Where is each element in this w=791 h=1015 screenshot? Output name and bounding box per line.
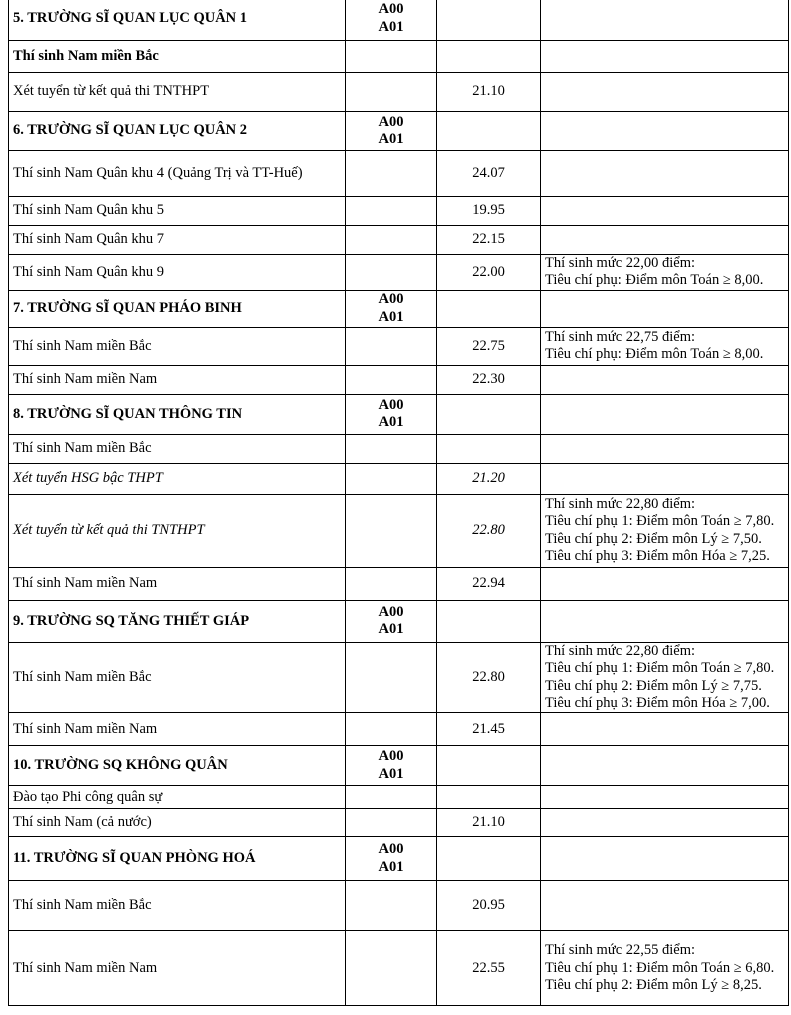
benchmark-score [437,434,541,463]
school-name: 10. TRƯỜNG SQ KHÔNG QUÂN [9,746,346,786]
table-row [9,642,789,713]
combo-code: A00 [378,1,404,18]
school-header-row [9,394,789,434]
group-row [9,41,789,73]
candidate-group-label: Xét tuyển từ kết quả thi TNTHPT [9,494,346,567]
benchmark-score: 22.75 [437,327,541,365]
combo-code: A01 [378,765,404,782]
candidate-group-label: Thí sinh Nam Quân khu 9 [9,255,346,291]
combo-code: A00 [378,396,404,413]
school-name: 8. TRƯỜNG SĨ QUAN THÔNG TIN [9,394,346,434]
tiebreak-criteria [541,567,789,600]
table-row [9,226,789,255]
school-header-row [9,0,789,41]
table-row [9,931,789,1006]
benchmark-score: 21.45 [437,713,541,746]
table-row [9,197,789,226]
school-header-row [9,290,789,327]
criteria-line: Tiêu chí phụ: Điểm môn Toán ≥ 8,00. [545,272,764,289]
criteria-line: Tiêu chí phụ 1: Điểm môn Toán ≥ 7,80. [545,660,775,677]
school-name: 11. TRƯỜNG SĨ QUAN PHÒNG HOÁ [9,837,346,881]
note-cell [541,746,789,786]
combo-cell [346,41,437,73]
tiebreak-criteria [541,151,789,197]
combo-code: A00 [378,113,404,130]
criteria-line: Tiêu chí phụ 2: Điểm môn Lý ≥ 7,50. [545,530,762,547]
school-header-row [9,746,789,786]
table-row [9,365,789,394]
note-cell [541,41,789,73]
candidate-group-label: Thí sinh Nam miền Bắc [9,881,346,931]
benchmark-score: 22.30 [437,365,541,394]
combo-code: A01 [378,414,404,431]
tiebreak-criteria [541,642,789,713]
score-cell [437,746,541,786]
admission-combos [346,837,437,881]
tiebreak-criteria [541,494,789,567]
criteria-line: Tiêu chí phụ 1: Điểm môn Toán ≥ 7,80. [545,513,775,530]
combo-code: A00 [378,603,404,620]
combo-code: A01 [378,858,404,875]
benchmark-score: 22.80 [437,494,541,567]
combo-cell [346,786,437,809]
benchmark-score: 22.55 [437,931,541,1006]
benchmark-score: 20.95 [437,881,541,931]
score-cell [437,394,541,434]
table-row [9,463,789,494]
combo-cell [346,197,437,226]
school-name: 6. TRƯỜNG SĨ QUAN LỤC QUÂN 2 [9,112,346,151]
table-body [9,0,789,1006]
score-cell [437,837,541,881]
combo-code: A01 [378,308,404,325]
candidate-group-label: Thí sinh Nam miền Bắc [9,327,346,365]
criteria-line: Tiêu chí phụ 3: Điểm môn Hóa ≥ 7,00. [545,694,770,711]
tiebreak-criteria [541,931,789,1006]
table-row [9,73,789,112]
combo-cell [346,881,437,931]
table-row [9,494,789,567]
combo-code: A00 [378,291,404,308]
benchmark-score: 22.80 [437,642,541,713]
combo-code: A01 [378,18,404,35]
table-row [9,434,789,463]
criteria-line: Tiêu chí phụ 2: Điểm môn Lý ≥ 7,75. [545,677,762,694]
tiebreak-criteria [541,73,789,112]
benchmark-score: 21.10 [437,73,541,112]
benchmark-score: 21.20 [437,463,541,494]
candidate-group-label: Thí sinh Nam (cả nước) [9,809,346,837]
benchmark-score [437,786,541,809]
admission-combos [346,112,437,151]
admission-combos [346,0,437,41]
tiebreak-criteria [541,463,789,494]
table-row [9,151,789,197]
combo-cell [346,809,437,837]
admission-score-table [8,0,789,1006]
criteria-line: Thí sinh mức 22,75 điểm: [545,328,696,345]
table-row [9,567,789,600]
admission-combos [346,290,437,327]
criteria-line: Tiêu chí phụ 2: Điểm môn Lý ≥ 8,25. [545,977,762,994]
candidate-group-label: Thí sinh Nam miền Nam [9,567,346,600]
note-cell [541,837,789,881]
criteria-line: Thí sinh mức 22,80 điểm: [545,642,696,659]
criteria-line: Thí sinh mức 22,55 điểm: [545,942,696,959]
score-cell [437,0,541,41]
combo-code: A01 [378,131,404,147]
note-cell [541,0,789,41]
combo-cell [346,931,437,1006]
tiebreak-criteria [541,226,789,255]
table-row [9,713,789,746]
criteria-line: Thí sinh mức 22,80 điểm: [545,496,696,512]
note-cell [541,112,789,151]
admission-combos [346,394,437,434]
combo-cell [346,255,437,291]
combo-cell [346,713,437,746]
combo-code: A00 [378,748,404,765]
table-row [9,809,789,837]
combo-cell [346,642,437,713]
school-header-row [9,112,789,151]
note-cell [541,290,789,327]
benchmark-score: 19.95 [437,197,541,226]
candidate-group-label: Thí sinh Nam miền Nam [9,365,346,394]
combo-cell [346,73,437,112]
combo-cell [346,567,437,600]
score-cell [437,112,541,151]
criteria-line: Thí sinh mức 22,00 điểm: [545,255,696,271]
combo-cell [346,327,437,365]
tiebreak-criteria [541,713,789,746]
school-header-row [9,600,789,642]
tiebreak-criteria [541,255,789,291]
candidate-group-label: Xét tuyển HSG bậc THPT [9,463,346,494]
score-cell [437,290,541,327]
benchmark-score: 21.10 [437,809,541,837]
candidate-group-label: Thí sinh Nam miền Bắc [9,434,346,463]
combo-cell [346,434,437,463]
candidate-group-label: Thí sinh Nam Quân khu 5 [9,197,346,226]
candidate-group-label: Đào tạo Phi công quân sự [9,786,346,809]
combo-code: A01 [378,621,404,638]
tiebreak-criteria [541,881,789,931]
school-name: 5. TRƯỜNG SĨ QUAN LỤC QUÂN 1 [9,0,346,41]
school-name: 7. TRƯỜNG SĨ QUAN PHÁO BINH [9,290,346,327]
table-row [9,881,789,931]
combo-code: A00 [378,841,404,858]
score-cell [437,41,541,73]
benchmark-score: 22.00 [437,255,541,291]
note-cell [541,394,789,434]
candidate-group-label: Thí sinh Nam Quân khu 7 [9,226,346,255]
combo-cell [346,226,437,255]
criteria-line: Tiêu chí phụ 1: Điểm môn Toán ≥ 6,80. [545,959,775,976]
candidate-group-label: Thí sinh Nam miền Bắc [9,642,346,713]
tiebreak-criteria [541,434,789,463]
candidate-group-label: Thí sinh Nam Quân khu 4 (Quảng Trị và TT-Huế) [9,151,346,197]
benchmark-score: 22.94 [437,567,541,600]
combo-cell [346,494,437,567]
tiebreak-criteria [541,197,789,226]
combo-cell [346,463,437,494]
criteria-line: Tiêu chí phụ 3: Điểm môn Hóa ≥ 7,25. [545,548,770,565]
table-row [9,786,789,809]
score-cell [437,600,541,642]
benchmark-score: 22.15 [437,226,541,255]
group-label: Thí sinh Nam miền Bắc [9,41,346,73]
admission-combos [346,600,437,642]
candidate-group-label: Thí sinh Nam miền Nam [9,931,346,1006]
table-row [9,255,789,291]
benchmark-score: 24.07 [437,151,541,197]
candidate-group-label: Xét tuyển từ kết quả thi TNTHPT [9,73,346,112]
school-name: 9. TRƯỜNG SQ TĂNG THIẾT GIÁP [9,600,346,642]
combo-cell [346,151,437,197]
admission-combos [346,746,437,786]
table-row [9,327,789,365]
candidate-group-label: Thí sinh Nam miền Nam [9,713,346,746]
criteria-line: Tiêu chí phụ: Điểm môn Toán ≥ 8,00. [545,346,764,363]
tiebreak-criteria [541,809,789,837]
tiebreak-criteria [541,327,789,365]
school-header-row [9,837,789,881]
note-cell [541,600,789,642]
tiebreak-criteria [541,365,789,394]
combo-cell [346,365,437,394]
tiebreak-criteria [541,786,789,809]
